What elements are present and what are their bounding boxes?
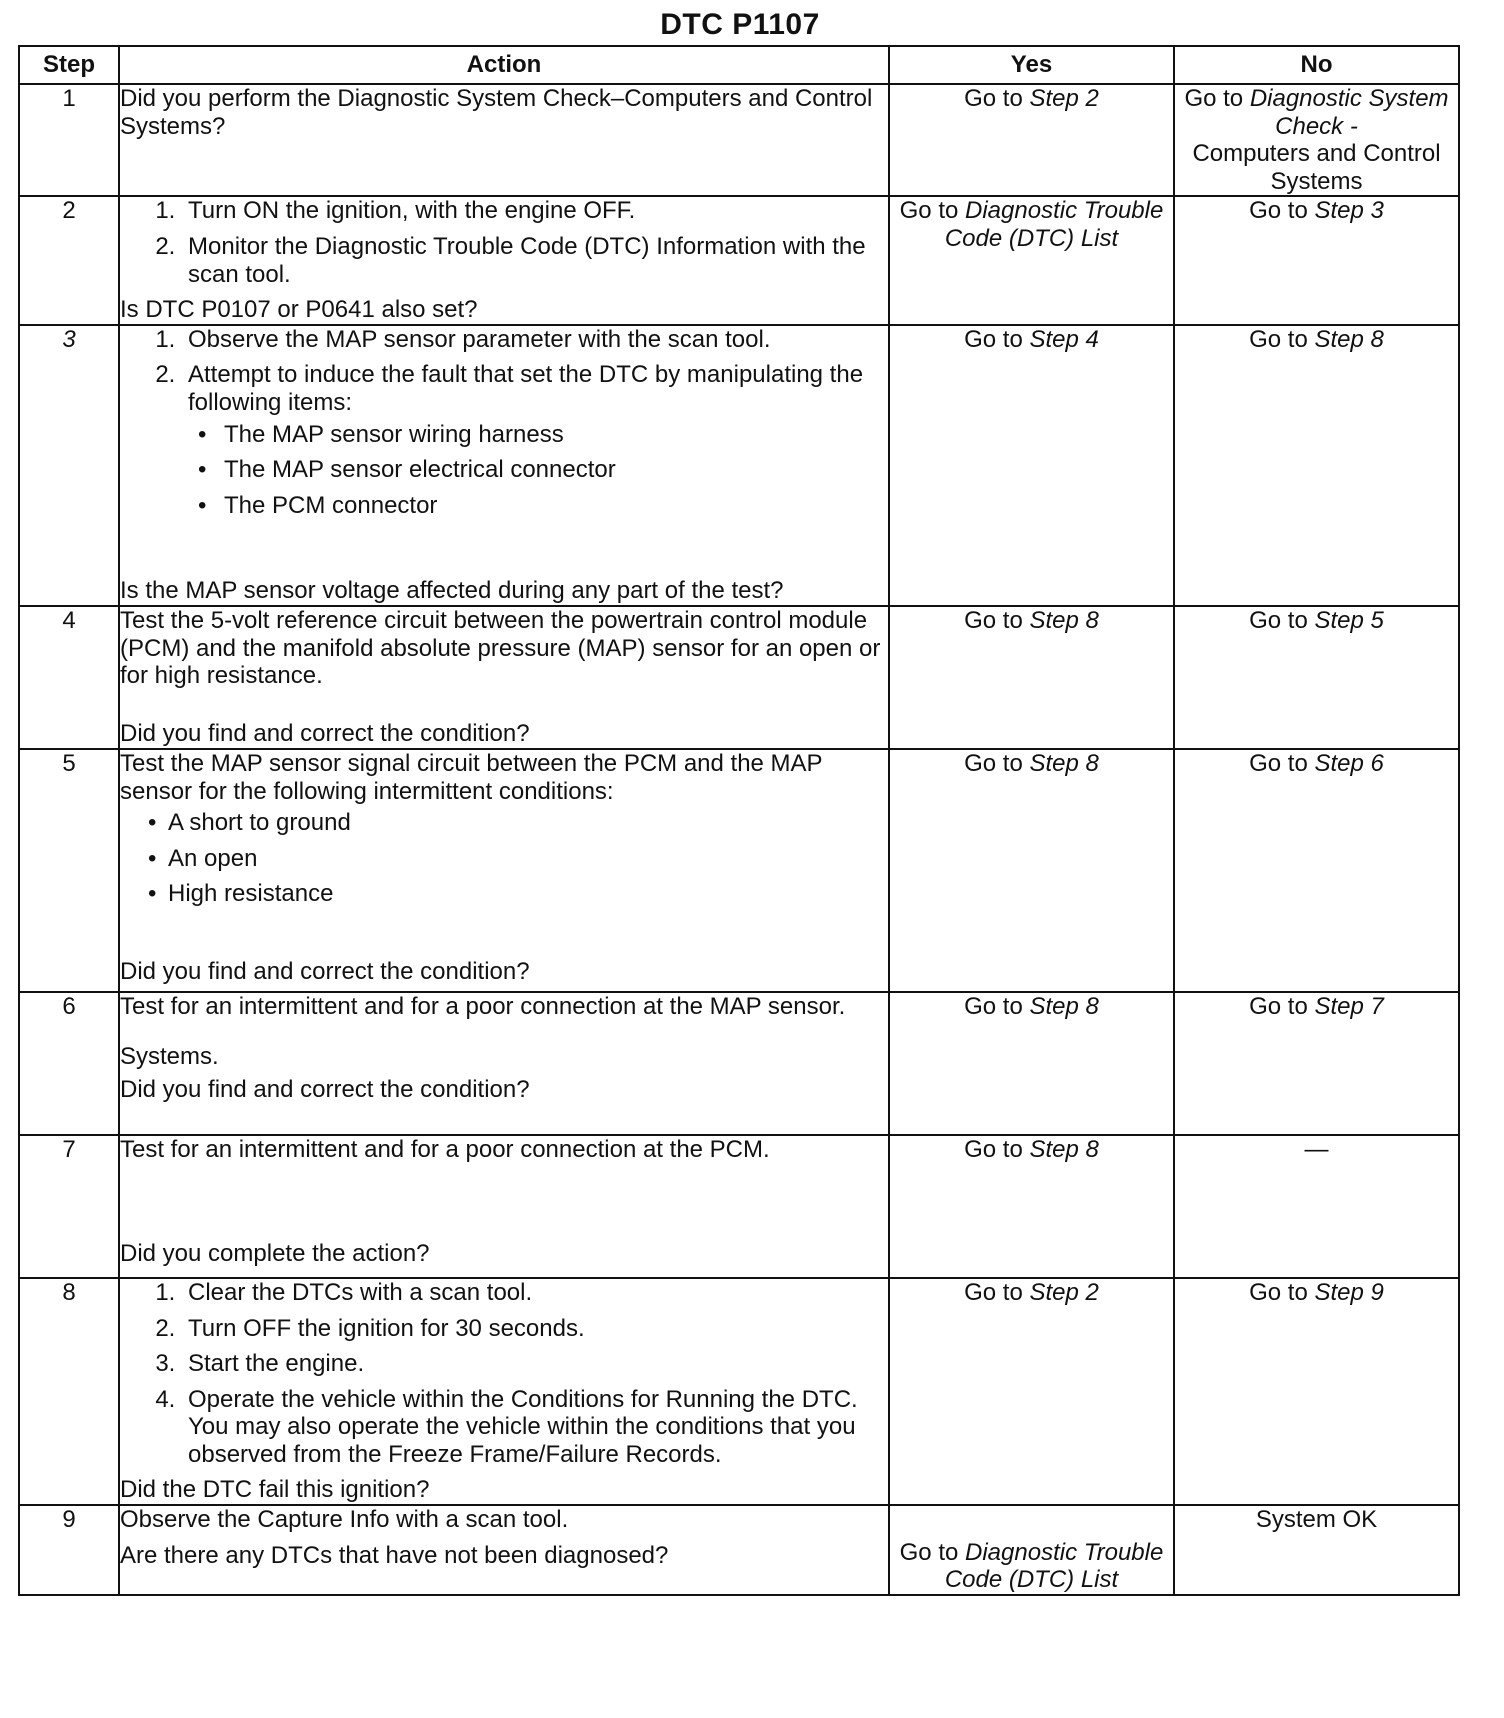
action-question: Did you find and correct the condition? — [120, 957, 530, 985]
action-question: Is the MAP sensor voltage affected during any part of the test? — [120, 577, 784, 605]
action-question: Did you find and correct the condition? — [120, 719, 530, 747]
action-text: Test the MAP sensor signal circuit between the PCM and the MAP sensor for the following intermittent conditions: — [120, 749, 823, 805]
step-number: 3 — [19, 325, 119, 606]
action-cell — [119, 749, 889, 992]
yes-cell: Go to Step 8 — [889, 1135, 1174, 1278]
action-text: Observe the Capture Info with a scan tool. — [120, 1506, 569, 1534]
action-question: Is DTC P0107 or P0641 also set? — [120, 296, 478, 324]
list-item: 3. Start the engine. — [182, 1350, 888, 1378]
table-row-step-6 — [19, 992, 1459, 1135]
list-item: 4. Operate the vehicle within the Conditions for Running the DTC. You may also operate the vehicle within the conditions that you observed from the Freeze Frame/Failure Records. — [182, 1386, 888, 1469]
yes-cell: Go to Diagnostic Trouble Code (DTC) List — [889, 196, 1174, 324]
action-text: Test for an intermittent and for a poor connection at the MAP sensor. — [120, 992, 846, 1020]
table-row-step-7 — [19, 1135, 1459, 1278]
header-no: No — [1174, 46, 1459, 84]
no-cell: Go to Step 6 — [1174, 749, 1459, 992]
no-cell: System OK — [1174, 1505, 1459, 1595]
bullet-item: • The MAP sensor electrical connector — [218, 456, 888, 484]
header-step: Step — [19, 46, 119, 84]
table-row-step-8 — [19, 1278, 1459, 1505]
no-cell: Go to Step 8 — [1174, 325, 1459, 606]
step-number: 9 — [19, 1505, 119, 1595]
no-cell: Go to Step 5 — [1174, 606, 1459, 749]
table-row-step-3 — [19, 325, 1459, 606]
yes-cell: Go to Step 8 — [889, 749, 1174, 992]
step-number: 2 — [19, 196, 119, 324]
yes-cell: Go to Step 4 — [889, 325, 1174, 606]
step-number: 6 — [19, 992, 119, 1135]
table-row-step-1 — [19, 84, 1459, 196]
action-cell — [119, 992, 889, 1135]
bullet-item: • High resistance — [168, 880, 888, 908]
list-item: 1. Clear the DTCs with a scan tool. — [182, 1279, 888, 1307]
dtc-table — [18, 45, 1460, 1596]
header-row — [19, 46, 1459, 84]
action-question: Did the DTC fail this ignition? — [120, 1476, 430, 1504]
action-cell — [119, 1505, 889, 1595]
no-cell: Go to Step 3 — [1174, 196, 1459, 324]
action-question: Did you complete the action? — [120, 1239, 430, 1267]
table-row-step-4 — [19, 606, 1459, 749]
table-row-step-5 — [19, 749, 1459, 992]
bullet-item: • The MAP sensor wiring harness — [218, 421, 888, 449]
list-item: 1. Observe the MAP sensor parameter with the scan tool. — [182, 326, 888, 354]
bullet-item: • An open — [168, 845, 888, 873]
step-number: 7 — [19, 1135, 119, 1278]
list-item: 2. Turn OFF the ignition for 30 seconds. — [182, 1315, 888, 1343]
step-number: 1 — [19, 84, 119, 196]
yes-cell: Go to Step 2 — [889, 1278, 1174, 1505]
no-cell: Go to Step 7 — [1174, 992, 1459, 1135]
step-number: 4 — [19, 606, 119, 749]
bullet-item: • A short to ground — [168, 809, 888, 837]
action-cell — [119, 84, 889, 196]
yes-cell: Go to Step 8 — [889, 606, 1174, 749]
action-text-systems: Systems. — [120, 1042, 219, 1070]
step-number: 8 — [19, 1278, 119, 1505]
action-cell — [119, 196, 889, 324]
table-row-step-2 — [19, 196, 1459, 324]
no-cell: Go to Diagnostic System Check - Computers and Control Systems — [1174, 84, 1459, 196]
step-number: 5 — [19, 749, 119, 992]
action-question: Are there any DTCs that have not been diagnosed? — [120, 1541, 669, 1569]
action-cell — [119, 1278, 889, 1505]
no-cell: Go to Step 9 — [1174, 1278, 1459, 1505]
list-item: 2. Monitor the Diagnostic Trouble Code (DTC) Information with the scan tool. — [182, 233, 888, 288]
no-cell: — — [1174, 1135, 1459, 1278]
yes-cell: Go to Diagnostic Trouble Code (DTC) List — [889, 1505, 1174, 1595]
action-cell — [119, 606, 889, 749]
action-text: Did you perform the Diagnostic System Check–Computers and Control Systems? — [120, 85, 873, 140]
action-text: Test the 5-volt reference circuit between the powertrain control module (PCM) and the manifold absolute pressure (MAP) sensor for an open or for high resistance. — [120, 606, 881, 690]
action-question: Did you find and correct the condition? — [120, 1076, 530, 1104]
action-text: Test for an intermittent and for a poor connection at the PCM. — [120, 1135, 770, 1163]
action-cell — [119, 325, 889, 606]
yes-cell: Go to Step 8 — [889, 992, 1174, 1135]
list-item: 2. Attempt to induce the fault that set the DTC by manipulating the following items: • The MAP sensor wiring harness • The MAP sensor electrical connector • The PCM connector — [182, 361, 888, 519]
page-title: DTC P1107 — [660, 8, 820, 41]
bullet-item: • The PCM connector — [218, 492, 888, 520]
yes-cell: Go to Step 2 — [889, 84, 1174, 196]
header-yes: Yes — [889, 46, 1174, 84]
table-row-step-9 — [19, 1505, 1459, 1595]
header-action: Action — [119, 46, 889, 84]
action-cell — [119, 1135, 889, 1278]
list-item: 1. Turn ON the ignition, with the engine OFF. — [182, 197, 888, 225]
